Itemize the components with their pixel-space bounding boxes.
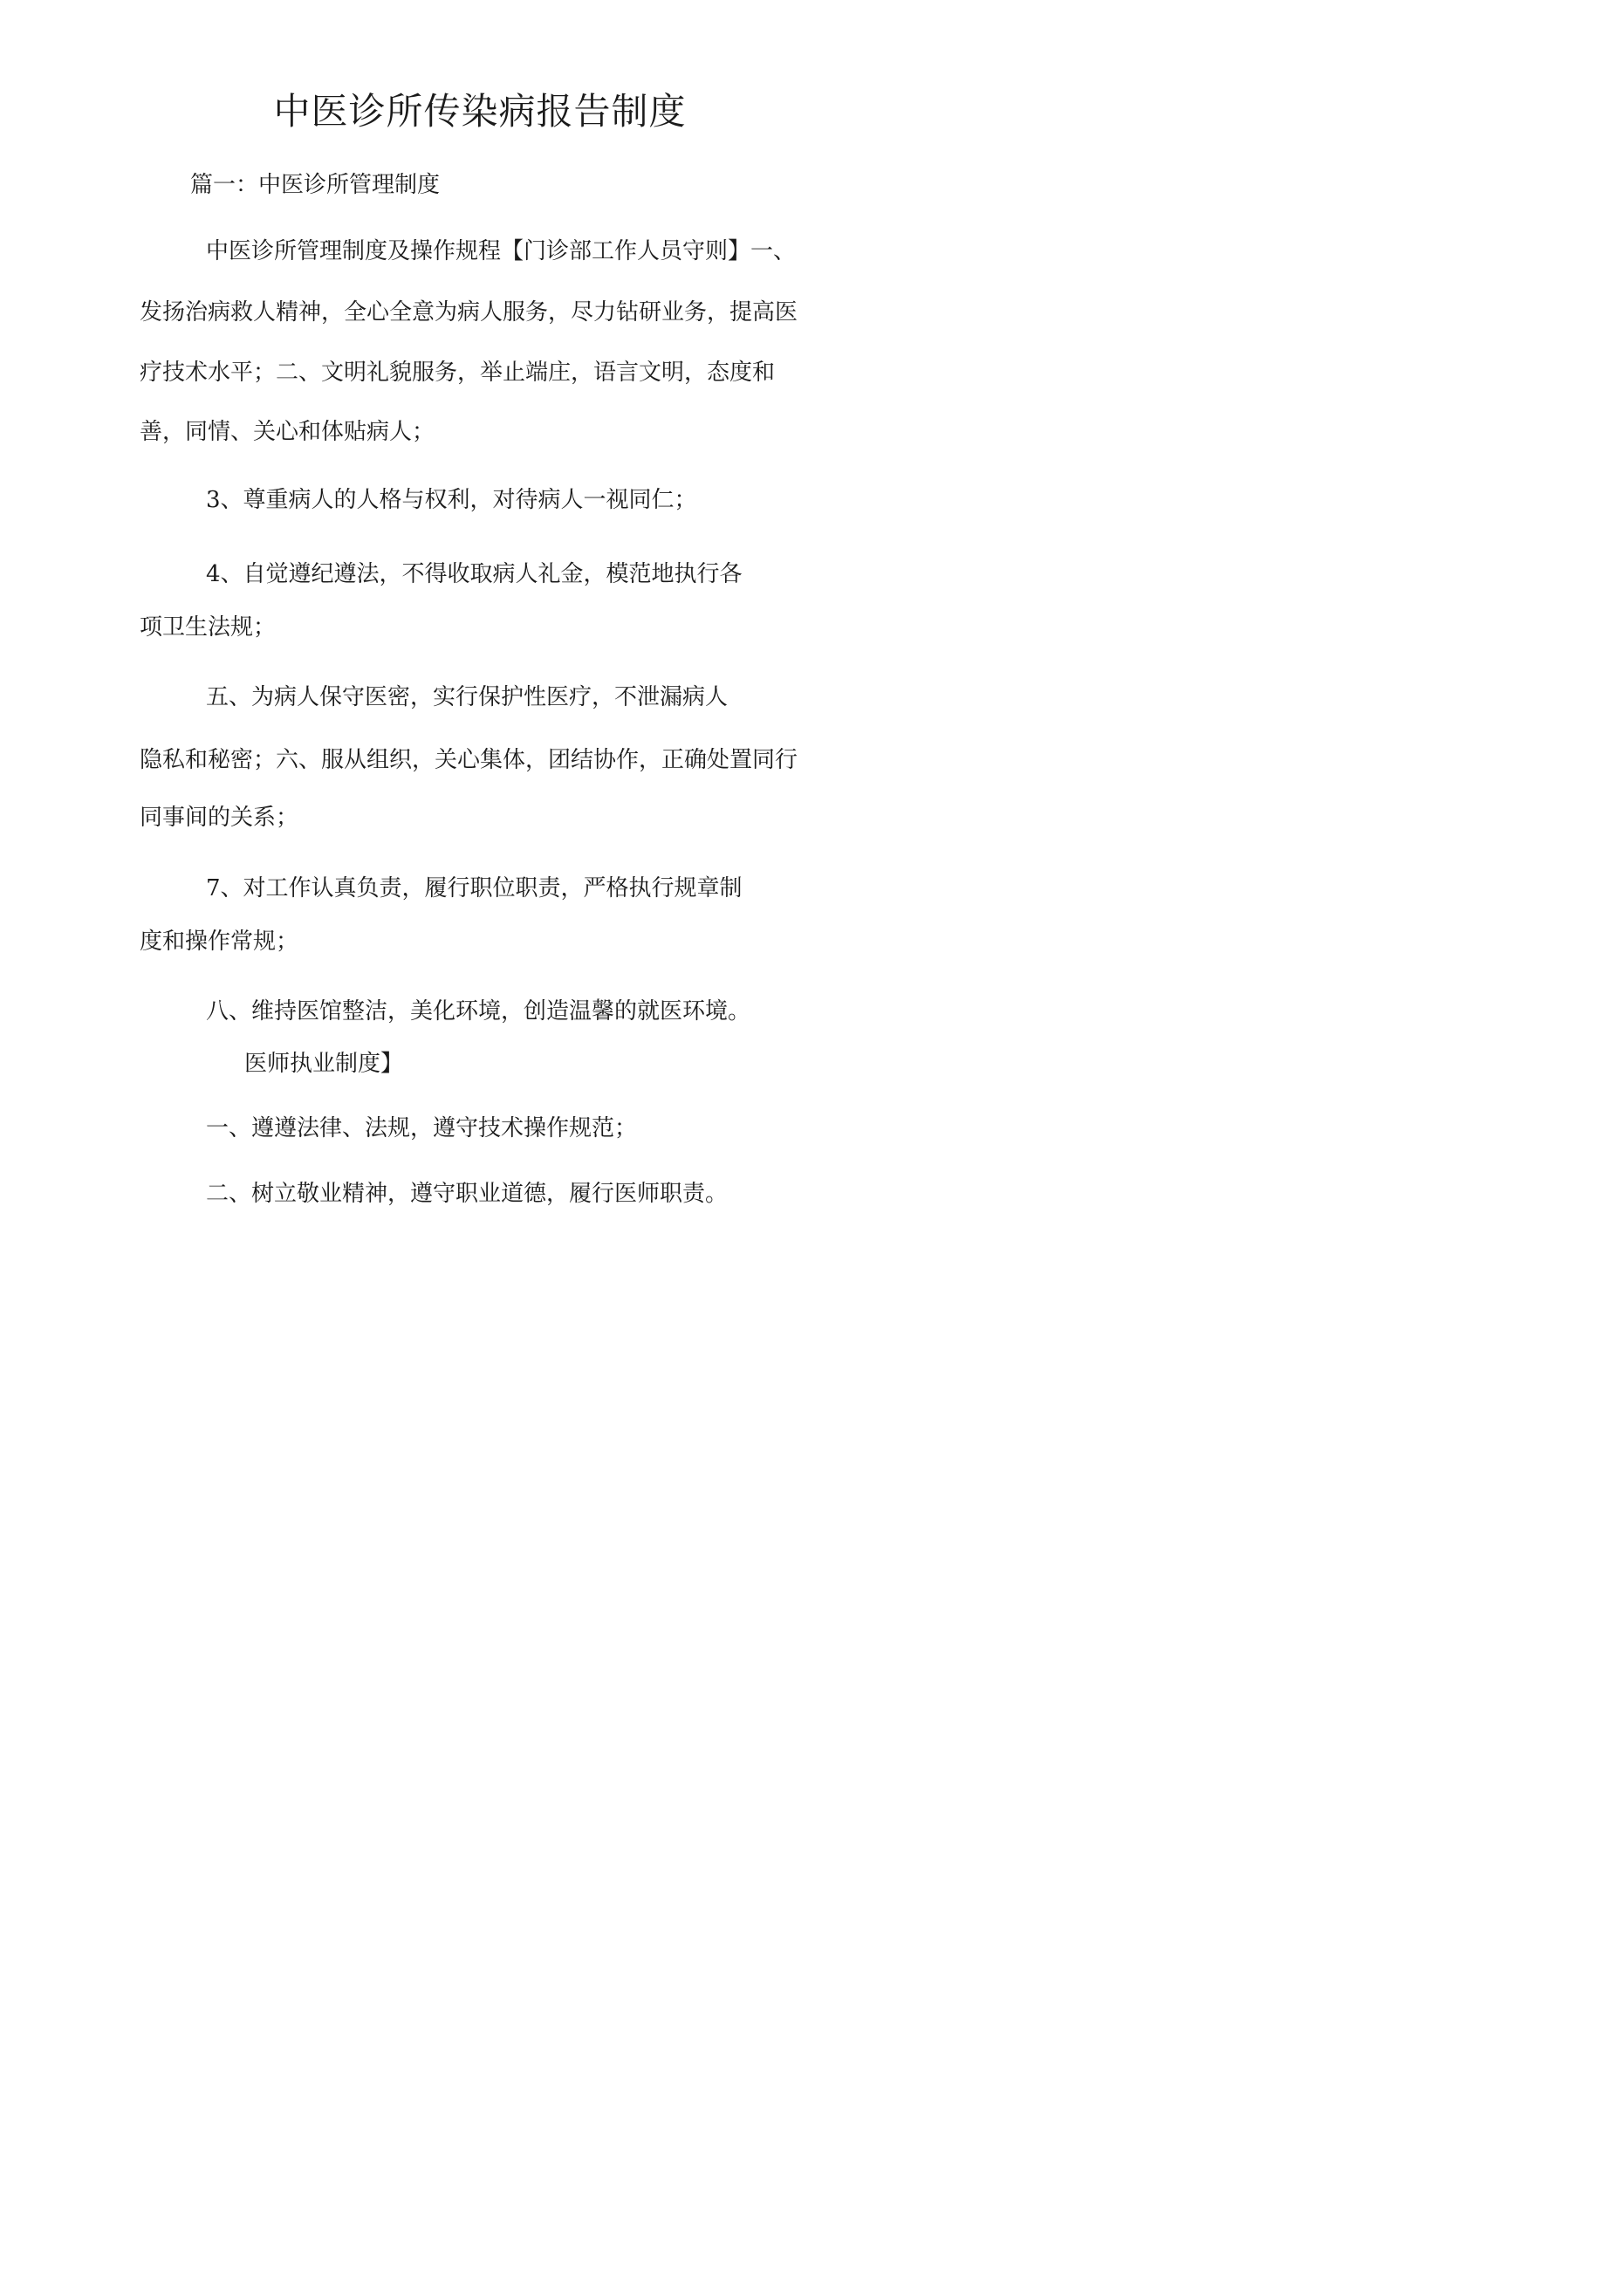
paragraph-line: 同事间的关系； (140, 805, 299, 831)
paragraph-line: 隐私和秘密；六、服从组织，关心集体，团结协作，正确处置同行 (140, 747, 798, 773)
document-page (0, 0, 960, 1358)
paragraph-line: 中医诊所管理制度及操作规程【门诊部工作人员守则】一、 (206, 238, 797, 264)
subheading-line: 医师执业制度】 (244, 1051, 404, 1077)
paragraph-line: 7、对工作认真负责，履行职位职责，严格执行规章制 (206, 875, 743, 901)
paragraph-line: 度和操作常规； (140, 929, 299, 955)
paragraph-line: 善，同情、关心和体贴病人； (140, 419, 435, 445)
paragraph-line: 3、尊重病人的人格与权利，对待病人一视同仁； (206, 487, 697, 513)
paragraph-line: 疗技术水平；二、文明礼貌服务，举止端庄，语言文明，态度和 (140, 360, 776, 386)
paragraph-line: 五、为病人保守医密，实行保护性医疗，不泄漏病人 (206, 684, 729, 710)
document-title: 中医诊所传染病报告制度 (273, 90, 687, 133)
section-heading: 篇一：中医诊所管理制度 (190, 172, 441, 198)
paragraph-line: 二、树立敬业精神，遵守职业道德，履行医师职责。 (206, 1181, 729, 1207)
paragraph-line: 一、遵遵法律、法规，遵守技术操作规范； (206, 1115, 638, 1141)
paragraph-line: 项卫生法规； (140, 614, 277, 641)
paragraph-line: 八、维持医馆整洁，美化环境，创造温馨的就医环境。 (206, 998, 751, 1025)
paragraph-line: 4、自觉遵纪遵法，不得收取病人礼金，模范地执行各 (206, 561, 743, 587)
paragraph-line: 发扬治病救人精神，全心全意为病人服务，尽力钻研业务，提高医 (140, 299, 798, 326)
